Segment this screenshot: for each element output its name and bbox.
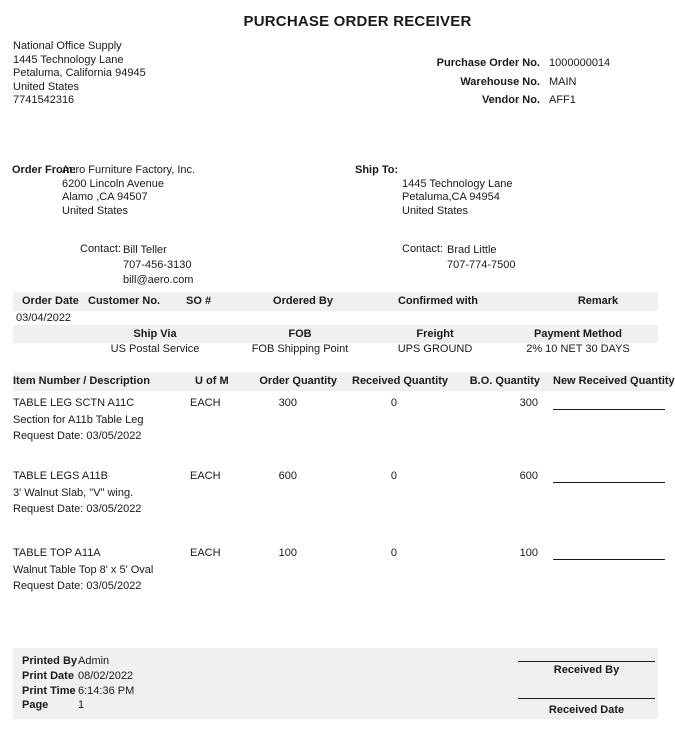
freight-value: UPS GROUND <box>397 343 473 355</box>
print-time-value: 6:14:36 PM <box>78 684 135 697</box>
new-received-quantity-header: New Received Quantity <box>553 375 675 387</box>
item-received-qty: 0 <box>390 470 397 482</box>
order-from-line1: Aero Furniture Factory, Inc. <box>62 164 196 176</box>
warehouse-label: Warehouse No. <box>460 75 540 88</box>
item-order-qty: 100 <box>278 547 297 559</box>
ordered-by-header: Ordered By <box>273 295 333 307</box>
items-table-header-band <box>13 372 675 391</box>
printed-by-label: Printed By <box>22 655 78 667</box>
po-number-value: 1000000014 <box>549 57 611 69</box>
item-bo-qty: 300 <box>519 397 538 409</box>
remark-header: Remark <box>577 295 619 307</box>
order-from-label: Order From: <box>12 164 77 176</box>
so-number-header: SO # <box>186 295 212 307</box>
item-request-date: Request Date: 03/05/2022 <box>13 503 142 515</box>
po-number-row <box>340 57 610 69</box>
item-row-1 <box>0 396 675 469</box>
order-from-line2: 6200 Lincoln Avenue <box>62 177 164 190</box>
print-date-label: Print Date <box>22 670 74 682</box>
print-date-value: 08/02/2022 <box>78 670 134 682</box>
item-description: Section for A11b Table Leg <box>13 414 144 426</box>
item-received-qty: 0 <box>390 397 397 409</box>
item-uom: EACH <box>190 397 221 409</box>
uom-header: U of M <box>195 375 229 387</box>
item-row-3 <box>0 546 675 619</box>
company-phone: 7741542316 <box>13 94 75 107</box>
ship-to-line1: 1445 Technology Lane <box>402 177 513 190</box>
order-from-contact-label: Contact: <box>80 243 121 255</box>
received-date-signature-line <box>518 685 655 699</box>
fob-value: FOB Shipping Point <box>251 343 349 355</box>
ship-to-contact-label: Contact: <box>402 243 443 255</box>
order-from-line4: United States <box>62 204 129 217</box>
item-request-date: Request Date: 03/05/2022 <box>13 580 142 592</box>
received-by-label: Received By <box>553 664 620 676</box>
print-time-row <box>22 685 134 697</box>
ship-to-contact-name: Brad Little <box>447 244 497 256</box>
bo-quantity-header: B.O. Quantity <box>469 375 540 387</box>
order-from-contact-name: Bill Teller <box>123 244 167 256</box>
order-from-line3: Alamo ,CA 94507 <box>62 191 148 204</box>
item-bo-qty: 600 <box>519 470 538 482</box>
page-number-label: Page <box>22 699 49 711</box>
company-address-line2: Petaluma, California 94945 <box>13 67 146 80</box>
ship-to-line2: Petaluma,CA 94954 <box>402 191 500 204</box>
ship-to-address <box>402 178 513 219</box>
item-number: TABLE LEGS A11B <box>13 470 108 482</box>
payment-method-header: Payment Method <box>533 328 622 340</box>
new-received-qty-blank-line <box>553 547 665 560</box>
ship-via-value: US Postal Service <box>110 343 200 355</box>
ship-via-header: Ship Via <box>133 328 177 340</box>
new-received-qty-blank-line <box>553 397 665 410</box>
received-date-label: Received Date <box>548 704 625 716</box>
ship-to-label: Ship To: <box>355 164 399 176</box>
page-number-row <box>22 699 84 711</box>
company-address-line3: United States <box>13 80 80 93</box>
item-request-date: Request Date: 03/05/2022 <box>13 430 142 442</box>
freight-header: Freight <box>416 328 454 340</box>
item-uom: EACH <box>190 547 221 559</box>
item-order-qty: 300 <box>278 397 297 409</box>
company-block <box>13 40 146 108</box>
ship-to-contact <box>447 243 516 273</box>
vendor-value: AFF1 <box>549 94 576 106</box>
printed-by-row <box>22 655 109 667</box>
company-name: National Office Supply <box>13 40 122 52</box>
item-row-2 <box>0 469 675 542</box>
new-received-qty-blank-line <box>553 470 665 483</box>
shipping-header-band <box>13 325 658 343</box>
company-address-line1: 1445 Technology Lane <box>13 53 124 66</box>
item-received-qty: 0 <box>390 547 397 559</box>
item-order-qty: 600 <box>278 470 297 482</box>
ship-to-line3: United States <box>402 204 469 217</box>
print-date-row <box>22 670 133 682</box>
order-from-contact-phone: 707-456-3130 <box>123 259 192 271</box>
print-time-label: Print Time <box>22 684 76 697</box>
vendor-row <box>340 94 576 106</box>
page-number-value: 1 <box>78 699 85 711</box>
item-description-header: Item Number / Description <box>13 375 150 387</box>
page-title: PURCHASE ORDER RECEIVER <box>243 13 472 30</box>
item-number: TABLE LEG SCTN A11C <box>13 397 135 409</box>
payment-method-value: 2% 10 NET 30 DAYS <box>526 343 630 355</box>
confirmed-with-header: Confirmed with <box>397 295 479 307</box>
customer-no-header: Customer No. <box>88 295 161 307</box>
order-from-address <box>62 164 195 218</box>
fob-header: FOB <box>288 328 312 340</box>
item-number: TABLE TOP A11A <box>13 547 101 559</box>
order-header-band <box>13 292 658 311</box>
item-description: Walnut Table Top 8' x 5' Oval <box>13 564 154 576</box>
order-from-contact-email: bill@aero.com <box>123 274 194 286</box>
footer-band <box>13 648 658 719</box>
warehouse-row <box>340 76 577 88</box>
order-date-value: 03/04/2022 <box>16 312 72 324</box>
order-quantity-header: Order Quantity <box>259 375 337 387</box>
item-bo-qty: 100 <box>519 547 538 559</box>
order-date-header: Order Date <box>22 295 79 307</box>
vendor-label: Vendor No. <box>481 94 540 106</box>
item-description: 3' Walnut Slab, "V" wing. <box>13 487 134 499</box>
po-number-label: Purchase Order No. <box>436 57 540 69</box>
item-uom: EACH <box>190 470 221 482</box>
order-from-contact <box>123 243 193 288</box>
ship-to-contact-phone: 707-774-7500 <box>447 259 516 271</box>
printed-by-value: Admin <box>78 655 110 667</box>
warehouse-value: MAIN <box>549 75 577 88</box>
received-quantity-header: Received Quantity <box>352 375 448 387</box>
received-by-signature-line <box>518 648 655 662</box>
